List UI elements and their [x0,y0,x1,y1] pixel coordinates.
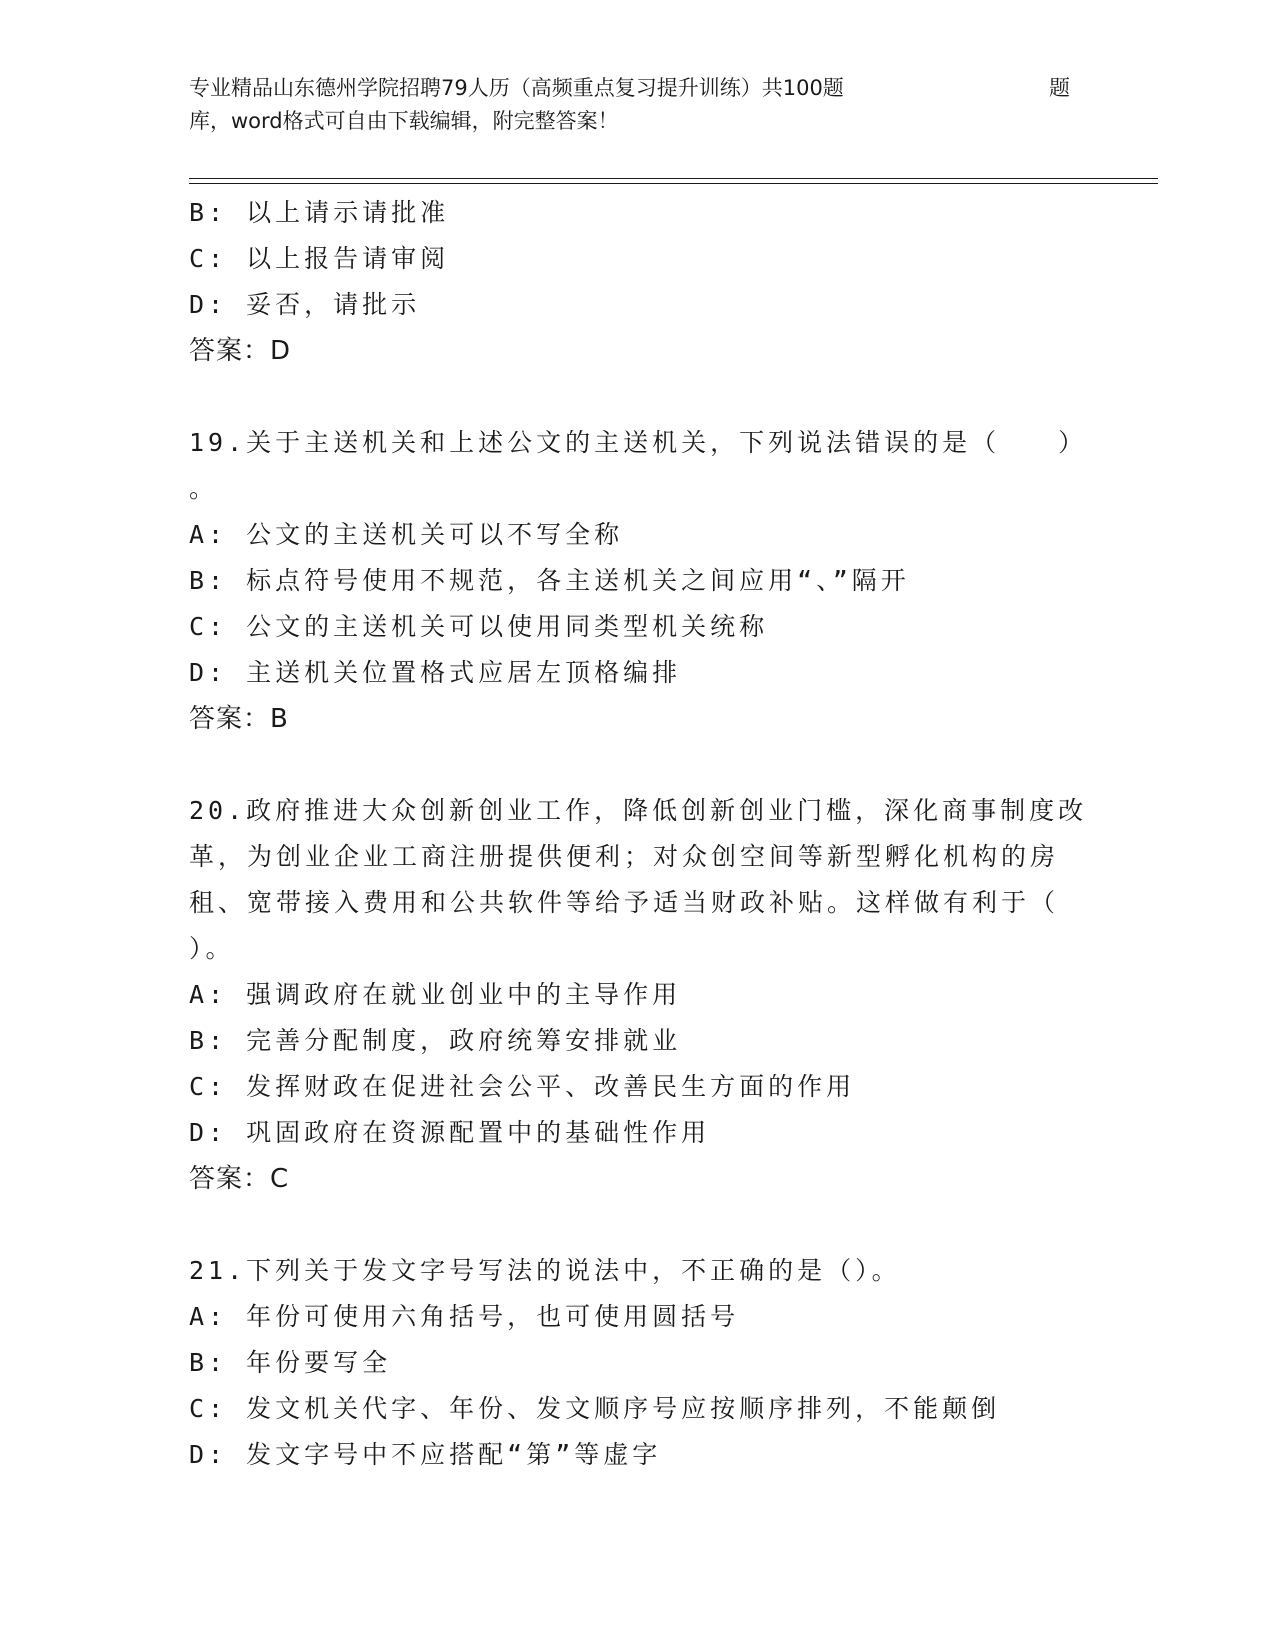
option-d: D: 发文字号中不应搭配“第”等虚字 [189,1440,662,1469]
option-b: B: 标点符号使用不规范，各主送机关之间应用“、”隔开 [189,566,910,595]
option-b: B: 完善分配制度，政府统筹安排就业 [189,1026,682,1055]
option-a: A: 强调政府在就业创业中的主导作用 [189,980,682,1009]
header-divider-bottom [189,183,1158,184]
header-divider-top [189,178,1158,179]
option-d: D: 主送机关位置格式应居左顶格编排 [189,658,682,687]
document-header [189,72,1089,138]
option-b: B: 年份要写全 [189,1348,392,1377]
option-c: C: 发文机关代字、年份、发文顺序号应按顺序排列，不能颠倒 [189,1394,1001,1423]
question-19 [189,420,1089,742]
answer-line: 答案：D [189,336,292,366]
option-c: C: 公文的主送机关可以使用同类型机关统称 [189,612,769,641]
option-a: A: 公文的主送机关可以不写全称 [189,520,624,549]
option-d: D: 巩固政府在资源配置中的基础性作用 [189,1118,711,1147]
option-c: C: 发挥财政在促进社会公平、改善民生方面的作用 [189,1072,856,1101]
question-18-continued [189,190,1089,374]
answer-line: 答案：B [189,704,289,734]
option-b: B: 以上请示请批准 [189,198,450,227]
question-stem-line: 租、宽带接入费用和公共软件等给予适当财政补贴。这样做有利于（ [189,888,1060,917]
question-stem-line: 19.关于主送机关和上述公文的主送机关，下列说法错误的是（ ） [189,428,1088,457]
question-stem-line: 21.下列关于发文字号写法的说法中，不正确的是（）。 [189,1256,901,1285]
option-c: C: 以上报告请审阅 [189,244,450,273]
question-list [189,190,1089,1478]
spacer [189,374,1089,420]
answer-line: 答案：C [189,1164,290,1194]
spacer [189,1202,1089,1248]
header-title-line-1: 专业精品山东德州学院招聘79人历（高频重点复习提升训练）共100题 [189,76,844,100]
header-title-line-2: 库，word格式可自由下载编辑，附完整答案！ [189,109,619,133]
option-d: D: 妥否，请批示 [189,290,421,319]
question-stem-line: 20.政府推进大众创新创业工作，降低创新创业门槛，深化商事制度改 [189,796,1088,825]
question-stem-line: ）。 [189,934,235,963]
header-title-tail: 题 [1049,76,1070,100]
question-stem-line: 。 [189,474,219,503]
question-21 [189,1248,1089,1478]
question-20 [189,788,1089,1202]
spacer [189,742,1089,788]
question-stem-line: 革，为创业企业工商注册提供便利；对众创空间等新型孵化机构的房 [189,842,1060,871]
option-a: A: 年份可使用六角括号，也可使用圆括号 [189,1302,740,1331]
